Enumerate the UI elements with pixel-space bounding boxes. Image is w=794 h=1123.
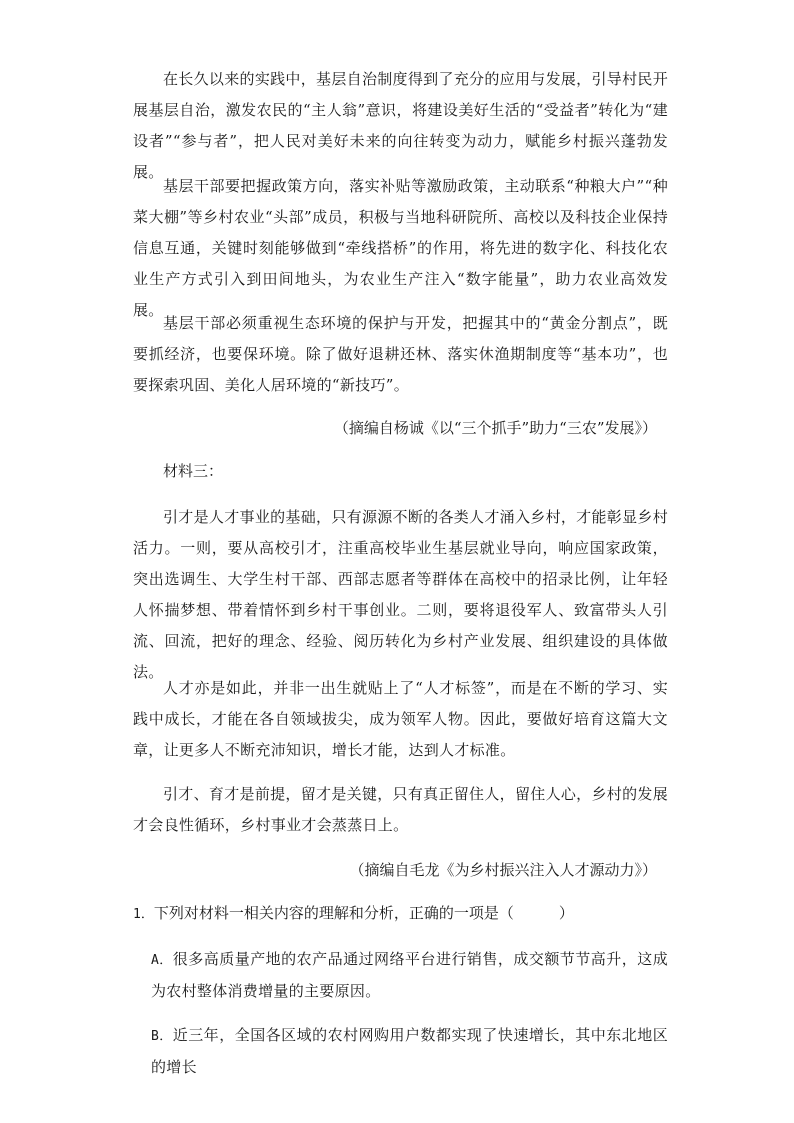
option-a-text: 很多高质量产地的农产品通过网络平台进行销售，成交额节节高升，这成为农村整体消费增量的主要原因。 [151,950,668,1000]
paragraph-retain-talent: 引才、育才是前提，留才是关键，只有真正留住人，留住人心，乡村的发展才会良性循环，乡村事业才会蒸蒸日上。 [133,785,668,834]
option-b-letter: B． [151,1029,173,1044]
paragraph-ecology: 基层干部必须重视生态环境的保护与开发，把握其中的“黄金分割点”，既要抓经济，也要保环境。除了做好退耕还林、落实休渔期制度等“基本功”，也要探索巩固、美化人居环境的“新技巧”。 [133,314,668,394]
paragraph-attract-talent: 引才是人才事业的基础，只有源源不断的各类人才涌入乡村，才能彰显乡村活力。一则，要从高校引才，注重高校毕业生基层就业导向，响应国家政策，突出选调生、大学生村干部、西部志愿者等群体在高校中的招录比例，让年轻人怀揣梦想、带着情怀到乡村干事创业。二则，要将退役军人、致富带头人引流、回流，把好的理念、经验、阅历转化为乡村产业发展、组织建设的具体做法。 [133,508,668,681]
question-text: 下列对材料一相关内容的理解和分析，正确的一项是（ ） [153,904,574,922]
question-number: 1． [133,907,154,922]
paragraph-cultivate-talent: 人才亦是如此，并非一出生就贴上了“人才标签”，而是在不断的学习、实践中成长，才能在各自领域拔尖，成为领军人物。因此，要做好培育这篇大文章，让更多人不断充沛知识，增长才能，达到人才标准。 [133,679,668,759]
paragraph-policy-direction: 基层干部要把握政策方向，落实补贴等激励政策，主动联系“种粮大户”“种菜大棚”等乡村农业“头部”成员，积极与当地科研院所、高校以及科技企业保持信息互通，关键时刻能够做到“牵线搭桥”的作用，将先进的数字化、科技化农业生产方式引入到田间地头，为农业生产注入“数字能量”，助力农业高效发展。 [133,177,668,319]
question-1 [133,898,574,930]
option-a-letter: A． [151,953,173,968]
option-b-text: 近三年，全国各区域的农村网购用户数都实现了快速增长，其中东北地区的增长 [151,1026,668,1076]
option-b [151,1020,668,1083]
option-a [151,944,668,1007]
paragraph-grassroots-autonomy: 在长久以来的实践中，基层自治制度得到了充分的应用与发展，引导村民开展基层自治，激发农民的“主人翁”意识，将建设美好生活的“受益者”转化为“建设者”“参与者”，把人民对美好未来的向往转变为动力，赋能乡村振兴蓬勃发展。 [133,70,668,181]
material-3-label: 材料三： [163,462,224,480]
source-citation-2: （摘编自毛龙《为乡村振兴注入人才源动力》） [349,861,657,879]
source-citation-1: （摘编自杨诚《以“三个抓手”助力“三农”发展》） [333,419,657,437]
